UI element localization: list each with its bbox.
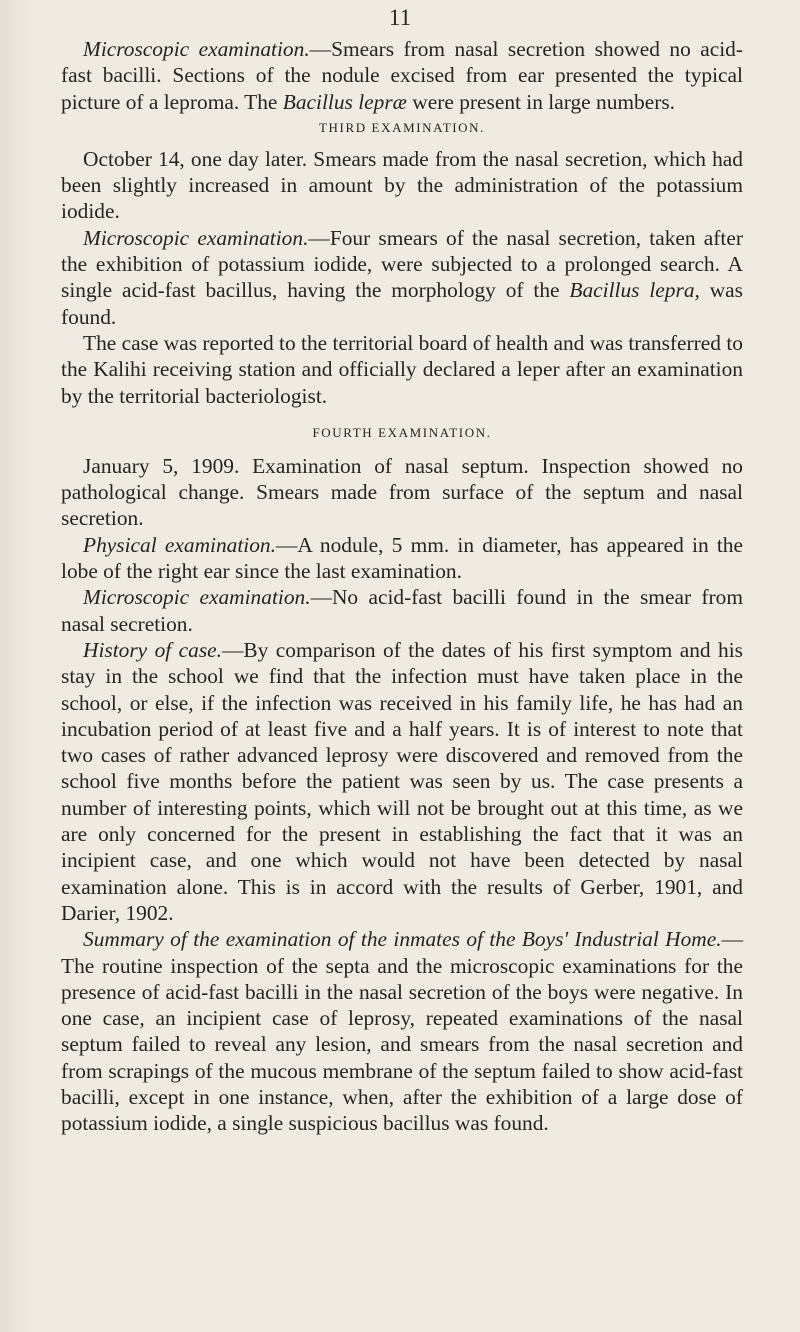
paragraph-text: —The routine inspection of the septa and the microscopic examinations for the presence of acid-fast bacilli in the nasal secretion of the boys were negative. In one case, an incipient case of leprosy, repeated examinations of the nasal septum failed to reveal any lesion, and smears from the nasal secretion and from scrapings of the mucous membrane of the septum failed to show acid-fast bacilli, except in one instance, when, after the exhibition of a large dose of potassium iodide, a single suspicious bacillus was found. — [61, 927, 743, 1136]
page-number: 11 — [388, 5, 412, 30]
microscopic-examination-paragraph — [61, 584, 743, 637]
section-heading-fourth-examination: FOURTH EXAMINATION. — [312, 424, 492, 440]
run-in-heading: Physical examination. — [83, 532, 276, 557]
case-reported-paragraph: The case was reported to the territorial board of health and was transferred to the Kalihi receiving station and officially declared a leper after an examination by the territorial bacteriologist. — [61, 330, 743, 408]
summary-paragraph — [61, 926, 743, 1136]
microscopic-examination-paragraph — [61, 36, 743, 115]
paragraph-text: —By comparison of the dates of his first symptom and his stay in the school we find that the infection must have taken place in the school, or else, if the infection was received in his family life, he has had an incubation period of at least five and a half years. It is of interest to note that two cases of rather advanced leprosy were discovered and removed from the school five months before the patient was seen by us. The case presents a number of interesting points, which will not be brought out at this time, as we are only concerned for the present in establishing the fact that it was an incipient case, and one which would not have been detected by nasal examination alone. This is in accord with the results of Gerber, 1901, and Darier, 1902. — [61, 637, 743, 925]
fourth-examination-date-paragraph: January 5, 1909. Examination of nasal septum. Inspection showed no pathological change. Smears made from surface of the septum and nasal secretion. — [61, 453, 743, 531]
italic-term: Bacillus lepræ — [282, 89, 407, 114]
page-body — [61, 36, 743, 1137]
third-examination-date-paragraph: October 14, one day later. Smears made from the nasal secretion, which had been slightly increased in amount by the administration of the potassium iodide. — [61, 146, 743, 224]
run-in-heading: Microscopic examination. — [83, 585, 311, 610]
physical-examination-paragraph — [61, 532, 743, 585]
run-in-heading: Summary of the examination of the inmates of the Boys' Industrial Home. — [83, 927, 722, 952]
history-of-case-paragraph — [61, 637, 743, 926]
paragraph-text: , was found. — [61, 278, 743, 329]
paragraph-text: were present in large numbers. — [406, 89, 676, 114]
run-in-heading: Microscopic examination. — [83, 37, 310, 61]
paragraph-text: —No acid-fast bacilli found in the smear from nasal secretion. — [61, 585, 743, 636]
section-heading-third-examination: THIRD EXAMINATION. — [318, 119, 485, 135]
microscopic-examination-paragraph — [61, 225, 743, 330]
run-in-heading: Microscopic examination. — [83, 225, 309, 250]
italic-term: Bacillus lepra — [569, 278, 695, 303]
paragraph-text: —Smears from nasal secretion showed no acid-fast bacilli. Sections of the nodule excised from ear presented the typical picture of a leproma. The — [61, 37, 743, 114]
paragraph-text: —Four smears of the nasal secretion, taken after the exhibition of potassium iodide, were subjected to a prolonged search. A single acid-fast bacillus, having the morphology of the — [61, 225, 743, 303]
paragraph-text: —A nodule, 5 mm. in diameter, has appeared in the lobe of the right ear since the last examination. — [61, 532, 743, 584]
run-in-heading: History of case. — [83, 637, 223, 662]
